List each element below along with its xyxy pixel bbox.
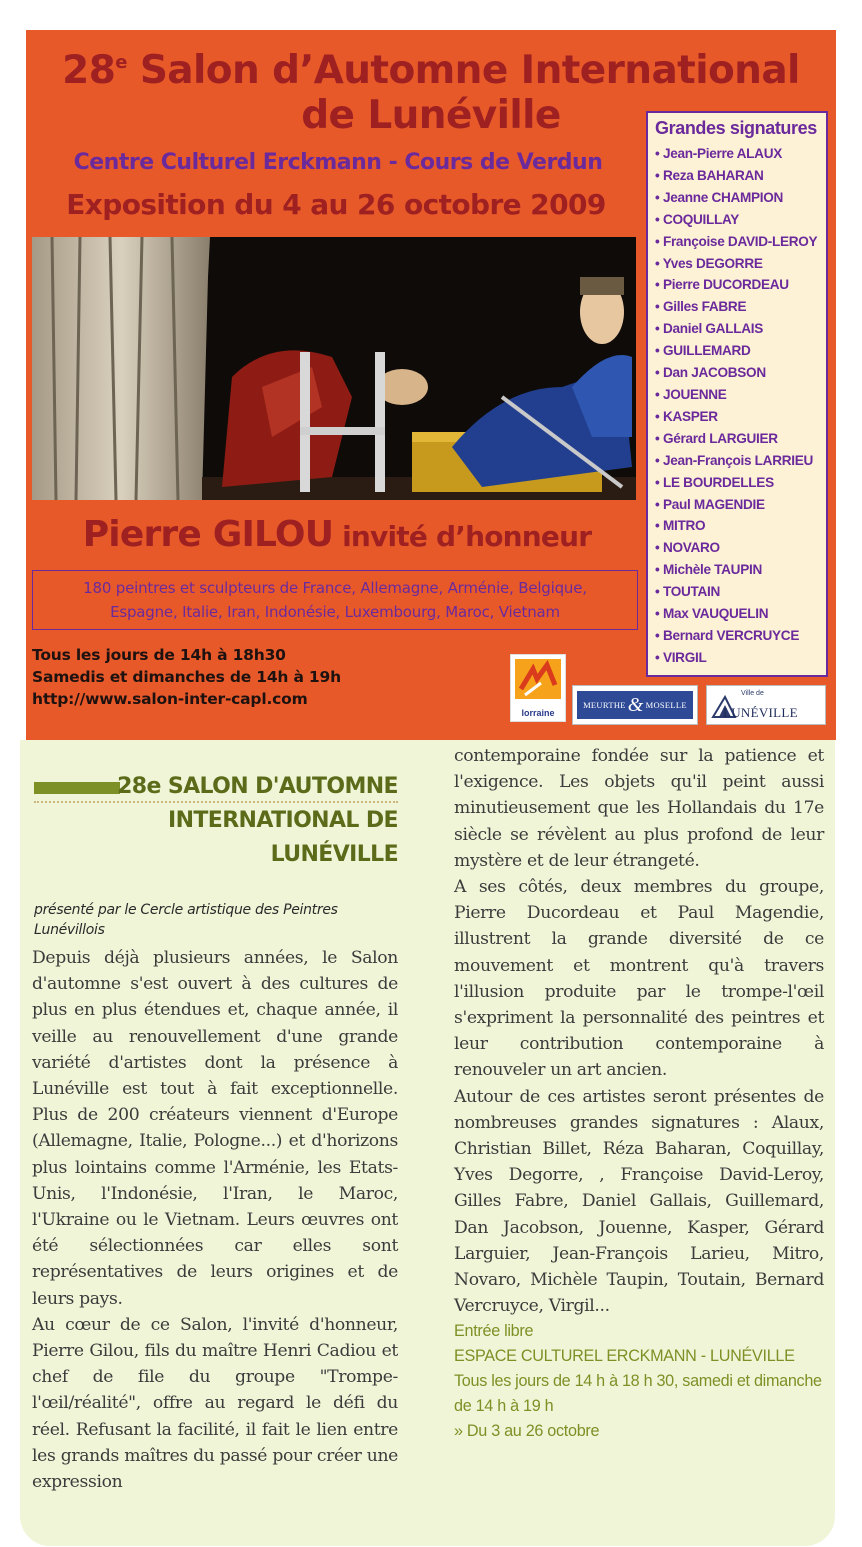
website-link[interactable]: http://www.salon-inter-capl.com — [32, 690, 308, 708]
luneville-logo-small: Ville de — [741, 690, 764, 697]
article-heading — [32, 770, 398, 872]
puppet-scene-image — [32, 237, 636, 500]
signature-item: • VIRGIL — [655, 647, 826, 669]
poster-hours — [32, 644, 492, 710]
lorraine-emblem-icon — [511, 655, 565, 703]
countries-box — [32, 570, 638, 630]
title-text: Salon d’Automne International — [126, 48, 800, 93]
lorraine-logo — [510, 654, 566, 722]
poster-venue: Centre Culturel Erckmann - Cours de Verdun — [73, 150, 603, 175]
article-byline: présenté par le Cercle artistique des Peintres Lunévillois — [34, 902, 338, 938]
event-poster — [26, 30, 836, 740]
signature-item: • Yves DEGORRE — [655, 253, 826, 275]
signature-item: • Jean-Pierre ALAUX — [655, 143, 826, 165]
signature-item: • GUILLEMARD — [655, 340, 826, 362]
info-entry: Entrée libre — [454, 1322, 534, 1341]
signature-item: • Jean-François LARRIEU — [655, 450, 826, 472]
signature-item: • Jeanne CHAMPION — [655, 187, 826, 209]
heading-line2: INTERNATIONAL DE — [167, 808, 398, 833]
paragraph: Au cœur de ce Salon, l'invité d'honneur, Pierre Gilou, fils du maître Henri Cadiou et chef de file du groupe "Trompe-l'œil/réalité", offre au regard le défi du réel. Refusant la facilité, il fait le lien entre les grands maîtres du passé pour créer une expression — [32, 1314, 398, 1493]
info-place: ESPACE CULTUREL ERCKMANN - LUNÉVILLE — [454, 1347, 795, 1366]
countries-line1: 180 peintres et sculpteurs de France, Allemagne, Arménie, Belgique, — [83, 579, 587, 597]
signature-item: • Paul MAGENDIE — [655, 494, 826, 516]
article-column-left — [32, 945, 398, 1495]
info-hours: Tous les jours de 14 h à 18 h 30, samedi et dimanche de 14 h à 19 h — [454, 1372, 822, 1416]
signature-item: • NOVARO — [655, 537, 826, 559]
poster-guest-of-honour — [30, 514, 644, 555]
signature-item: • COQUILLAY — [655, 209, 826, 231]
signature-item: • Pierre DUCORDEAU — [655, 274, 826, 296]
signature-item: • Daniel GALLAIS — [655, 318, 826, 340]
hours-weekdays: Tous les jours de 14h à 18h30 — [32, 646, 286, 664]
lorraine-logo-text: lorraine — [521, 708, 555, 718]
heading-line3: LUNÉVILLE — [270, 842, 398, 867]
signature-item: • LE BOURDELLES — [655, 472, 826, 494]
paragraph: contemporaine fondée sur la patience et l'exigence. Les objets qu'il peint aussi minutieusement que les Hollandais du 17e siècle se révèlent au plus profond de leur mystère et de leur étrangeté. — [454, 746, 824, 871]
meurthe-text: MEURTHE — [583, 700, 626, 710]
luneville-logo-name: LUNÉVILLE — [723, 705, 798, 720]
guest-name: Pierre GILOU — [82, 514, 334, 555]
luneville-logo — [706, 685, 826, 725]
signature-item: • TOUTAIN — [655, 581, 826, 603]
poster-dates: Exposition du 4 au 26 octobre 2009 — [66, 188, 606, 221]
signature-item: • KASPER — [655, 406, 826, 428]
meurthe-moselle-band — [577, 691, 693, 719]
title-superscript: e — [115, 52, 127, 73]
paragraph: Autour de ces artistes seront présentes de nombreuses grandes signatures : Alaux, Christian Billet, Réza Baharan, Coquillay, Yves Degorre, , Françoise David-Leroy, Gilles Fabre, Daniel Gallais, Guillemard, Dan Jacobson, Jouenne, Kasper, Gérard Larguier, Jean-François Larieu, Mitro, Novaro, Michèle Taupin, Toutain, Bernard Vercruyce, Virgil... — [454, 1086, 824, 1317]
signature-item: • Gérard LARGUIER — [655, 428, 826, 450]
poster-title-line2: de Lunéville — [301, 93, 561, 138]
hours-weekend: Samedis et dimanches de 14h à 19h — [32, 668, 341, 686]
article-panel — [20, 740, 835, 1546]
article-column-right — [454, 743, 824, 1444]
countries-line2: Espagne, Italie, Iran, Indonésie, Luxembourg, Maroc, Vietnam — [110, 603, 560, 621]
poster-title-line1 — [26, 48, 836, 93]
ampersand-text: & — [627, 693, 644, 716]
signature-item: • Bernard VERCRUYCE — [655, 625, 826, 647]
meurthe-moselle-logo — [572, 685, 698, 725]
signature-item: • Michèle TAUPIN — [655, 559, 826, 581]
title-number: 28 — [62, 48, 116, 93]
guest-role: invité d’honneur — [333, 520, 592, 553]
signature-item: • Reza BAHARAN — [655, 165, 826, 187]
paragraph: Depuis déjà plusieurs années, le Salon d'automne s'est ouvert à des cultures de plus en plus étendues et, chaque année, il veille au renouvellement d'une grande variété d'artistes dont la présence à Lunéville est tout à fait exceptionnelle. Plus de 200 créateurs viennent d'Europe (Allemagne, Italie, Pologne...) et d'horizons plus lointains comme l'Arménie, les Etats-Unis, l'Indonésie, l'Iran, le Maroc, l'Ukraine ou le Vietnam. Leurs œuvres ont été sélectionnées car elles sont représentatives de leurs origines et de leurs pays. — [32, 948, 398, 1309]
signature-item: • Françoise DAVID-LEROY — [655, 231, 826, 253]
info-dates: » Du 3 au 26 octobre — [454, 1422, 600, 1441]
signatures-list — [655, 143, 826, 669]
heading-line1: 28e SALON D'AUTOMNE — [117, 774, 398, 799]
paragraph: A ses côtés, deux membres du groupe, Pierre Ducordeau et Paul Magendie, illustrent la grande diversité de ce mouvement et montrent qu'à travers l'illusion produite par le trompe-l'œil s'expriment la personnalité des peintres et leur contribution contemporaine à renouveler un art ancien. — [454, 877, 824, 1081]
signature-item: • Gilles FABRE — [655, 296, 826, 318]
poster-photo — [32, 237, 636, 500]
signatures-box — [646, 111, 828, 677]
signature-item: • MITRO — [655, 515, 826, 537]
signature-item: • Max VAUQUELIN — [655, 603, 826, 625]
signature-item: • Dan JACOBSON — [655, 362, 826, 384]
moselle-text: MOSELLE — [645, 700, 687, 710]
signature-item: • JOUENNE — [655, 384, 826, 406]
signatures-title: Grandes signatures — [655, 118, 817, 138]
